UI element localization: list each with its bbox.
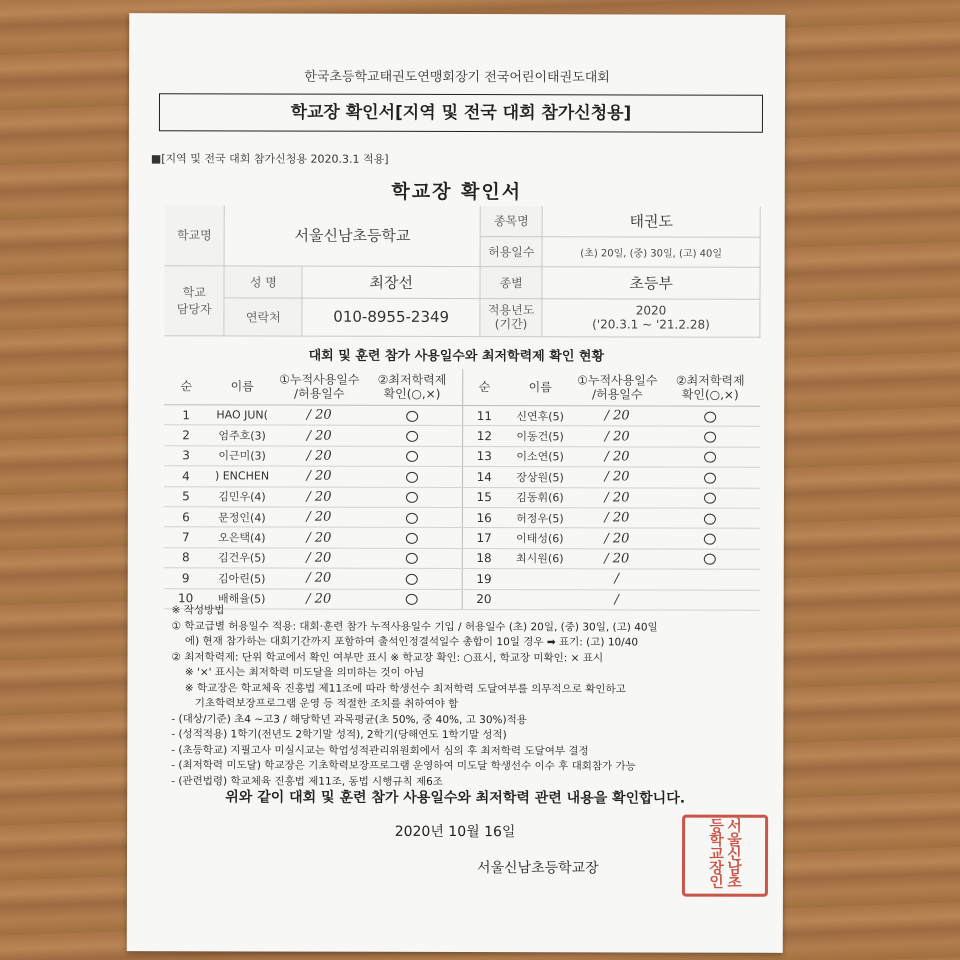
instruction-line: - (관련법령) 학교체육 진흥법 제11조, 동법 시행규칙 제6조 <box>171 774 443 788</box>
athlete-name: 김아린(5) <box>208 568 276 589</box>
athlete-name: 김동휘(6) <box>506 487 574 508</box>
grade-check <box>362 568 462 589</box>
circle-mark-icon <box>406 411 418 422</box>
athlete-name: ) ENCHEN <box>208 466 276 487</box>
instruction-line: - (초등학교) 지필고사 미실시교는 학업성적관리위원회에서 심의 후 최저학력 도달여부 결정 <box>171 743 589 757</box>
school-name-label: 학교명 <box>165 205 225 265</box>
division-label: 종별 <box>480 266 542 298</box>
days-used: / 20 <box>574 426 660 447</box>
athlete-name: 김민우(4) <box>208 486 276 507</box>
days-used: / 20 <box>574 549 660 570</box>
days-used: / 20 <box>276 507 362 528</box>
contact-value: 010-8955-2349 <box>302 298 480 336</box>
row-number: 20 <box>462 589 506 610</box>
grade-check <box>660 569 760 590</box>
days-used: / 20 <box>574 467 660 488</box>
row-number: 13 <box>462 446 506 467</box>
header-grade-2: ②최저학력제 확인(○,×) <box>660 370 760 407</box>
row-number: 19 <box>462 569 506 590</box>
row-number: 8 <box>164 547 208 568</box>
circle-mark-icon <box>406 513 418 524</box>
athlete-name: 오은택(4) <box>208 527 276 548</box>
athlete-name: 배해율(5) <box>208 588 276 609</box>
instruction-line: - (대상/기준) 초4 ~고3 / 해당학년 과목평균(초 50%, 중 40%, 고 30%)적용 <box>171 712 527 726</box>
manager-label: 학교 담당자 <box>164 265 224 335</box>
event-label: 종목명 <box>480 206 542 236</box>
row-number: 18 <box>462 548 506 569</box>
header-no-2: 순 <box>462 369 506 406</box>
days-used: / 20 <box>574 447 660 468</box>
document-page <box>127 13 785 953</box>
grade-check <box>660 467 760 488</box>
circle-mark-icon <box>704 513 716 524</box>
days-used: / 20 <box>276 568 362 589</box>
allowed-days-value: (초) 20일, (중) 30일, (고) 40일 <box>542 236 760 267</box>
issue-date: 2020년 10월 16일 <box>394 823 516 841</box>
grade-check <box>362 426 462 447</box>
principal-name: 서울신남초등학교장 <box>476 860 599 877</box>
circle-mark-icon <box>704 411 716 422</box>
circle-mark-icon <box>704 452 716 463</box>
instruction-line: ※ '×' 표시는 최저학력 미도달을 의미하는 것이 아님 <box>171 666 425 679</box>
table-row <box>164 405 760 427</box>
roster-table <box>164 368 761 610</box>
year-value: 2020 <box>635 303 667 318</box>
manager-name-label: 성 명 <box>224 265 302 297</box>
official-seal <box>682 815 768 897</box>
grade-check <box>362 405 462 426</box>
grade-check <box>362 548 462 569</box>
athlete-name: 신연후(5) <box>506 406 574 427</box>
table-row <box>164 425 760 447</box>
division-value: 초등부 <box>542 266 760 299</box>
athlete-name: 문정인(4) <box>208 507 276 528</box>
circle-mark-icon <box>406 431 418 442</box>
header-name: 이름 <box>208 368 276 405</box>
circle-mark-icon <box>405 574 417 585</box>
row-number: 17 <box>462 528 506 549</box>
grade-check <box>362 507 462 528</box>
grade-check <box>660 508 760 529</box>
organization-header: 한국초등학교태권도연맹회장기 전국어린이태권도대회 <box>304 69 610 86</box>
circle-mark-icon <box>704 493 716 504</box>
application-note: ■[지역 및 전국 대회 참가신청용 2020.3.1 적용] <box>150 152 389 166</box>
roster-body <box>164 405 761 610</box>
circle-mark-icon <box>704 473 716 484</box>
school-name-value: 서울신남초등학교 <box>225 205 481 266</box>
days-used: / 20 <box>276 527 362 548</box>
athlete-name: 엄주호(3) <box>208 425 276 446</box>
athlete-name: 이태성(6) <box>506 528 574 549</box>
row-number: 4 <box>164 466 208 487</box>
table-row <box>164 446 760 468</box>
days-used: / 20 <box>276 405 362 426</box>
days-used: / 20 <box>276 446 362 467</box>
table-row <box>164 486 760 508</box>
days-used: / 20 <box>574 528 660 549</box>
athlete-name: 이소연(5) <box>506 446 574 467</box>
days-used: / <box>574 589 660 610</box>
instruction-line: ② 최저학력제: 단위 학교에서 확인 여부만 표시 ※ 학교장 확인: ○표시, 학교장 미확인: × 표시 <box>171 650 604 664</box>
table-row <box>164 568 760 590</box>
circle-mark-icon <box>406 533 418 544</box>
instructions <box>171 603 771 791</box>
grade-check <box>362 446 462 467</box>
circle-mark-icon <box>406 553 418 564</box>
header-grade: ②최저학력제 확인(○,×) <box>362 369 462 406</box>
row-number: 7 <box>164 527 208 548</box>
circle-mark-icon <box>406 451 418 462</box>
grade-check <box>660 528 760 549</box>
row-number: 15 <box>462 487 506 508</box>
document-title: 학교장 확인서[지역 및 전국 대회 참가신청용] <box>159 93 763 133</box>
main-title: 학교장 확인서 <box>391 180 523 204</box>
days-used: / 20 <box>574 406 660 427</box>
days-used: / 20 <box>276 548 362 569</box>
header-days: ①누적사용일수 /허용일수 <box>276 369 362 406</box>
table-row <box>164 527 760 549</box>
grade-check <box>660 447 760 468</box>
year-label: 적용년도 (기간) <box>480 298 542 336</box>
grade-check <box>660 549 760 570</box>
athlete-name: 허정우(5) <box>506 508 574 529</box>
grade-check <box>362 528 462 549</box>
grade-check <box>660 406 760 427</box>
athlete-name: 이동건(5) <box>506 426 574 447</box>
grade-check <box>660 488 760 509</box>
athlete-name: 이근미(3) <box>208 446 276 467</box>
roster-title: 대회 및 훈련 참가 사용일수와 최저학력제 확인 현황 <box>308 348 605 365</box>
row-number: 12 <box>462 426 506 447</box>
grade-check <box>660 426 760 447</box>
instruction-line: ※ 학교장은 학교체육 진흥법 제11조에 따라 학생선수 최저학력 도달여부를 의무적으로 확인하고 <box>171 681 626 695</box>
instruction-line: ① 학교급별 허용일수 적용: 대회·훈련 참가 누적사용일수 기입 / 허용일수 (초) 20일, (중) 30일, (고) 40일 <box>171 619 658 634</box>
athlete-name: 김건우(5) <box>208 548 276 569</box>
days-used: / 20 <box>276 589 362 610</box>
circle-mark-icon <box>704 432 716 443</box>
days-used: / 20 <box>276 466 362 487</box>
row-number: 9 <box>164 568 208 589</box>
grade-check <box>362 466 462 487</box>
days-used: / <box>574 569 660 590</box>
table-row <box>164 466 760 488</box>
seal-text: 서울신남초등학교장인 <box>706 817 744 888</box>
row-number: 6 <box>164 507 208 528</box>
row-number: 3 <box>164 446 208 467</box>
row-number: 10 <box>164 588 208 609</box>
days-used: / 20 <box>574 487 660 508</box>
school-info-table <box>164 205 760 337</box>
header-no: 순 <box>164 368 208 405</box>
athlete-name: HAO JUN( <box>208 405 276 426</box>
header-days-2: ①누적사용일수 /허용일수 <box>574 369 660 406</box>
grade-check <box>362 487 462 508</box>
row-number: 11 <box>462 406 506 427</box>
header-name-2: 이름 <box>506 369 574 406</box>
days-used: / 20 <box>574 508 660 529</box>
table-row <box>164 507 760 529</box>
contact-label: 연락처 <box>224 297 302 335</box>
instruction-line: ※ 작성방법 <box>171 604 225 617</box>
confirmation-statement: 위와 같이 대회 및 훈련 참가 사용일수와 최저학력 관련 내용을 확인합니다. <box>225 789 686 807</box>
table-row <box>164 547 760 569</box>
event-value: 태권도 <box>542 206 760 237</box>
circle-mark-icon <box>406 472 418 483</box>
athlete-name: 장상원(5) <box>506 467 574 488</box>
row-number: 2 <box>164 425 208 446</box>
instruction-line: - (성적적용) 1학기(전년도 2학기말 성적), 2학기(당해연도 1학기말 성적) <box>171 728 507 742</box>
allowed-days-label: 허용일수 <box>480 236 542 266</box>
circle-mark-icon <box>704 554 716 565</box>
manager-name-value: 최장선 <box>302 266 480 298</box>
days-used: / 20 <box>276 487 362 508</box>
athlete-name: 최시원(6) <box>506 548 574 569</box>
circle-mark-icon <box>406 492 418 503</box>
row-number: 5 <box>164 486 208 507</box>
days-used: / 20 <box>276 425 362 446</box>
instruction-line: 기초학력보장프로그램 운영 등 적절한 조치를 취하여야 함 <box>171 697 459 711</box>
circle-mark-icon <box>704 534 716 545</box>
row-number: 1 <box>164 405 208 426</box>
instruction-line: - (최저학력 미도달) 학교장은 기초학력보장프로그램 운영하여 미도달 학생선수 이수 후 대회참가 가능 <box>171 759 636 773</box>
row-number: 14 <box>462 467 506 488</box>
athlete-name <box>506 569 574 590</box>
row-number: 16 <box>462 507 506 528</box>
period-value: ('20.3.1 ~ '21.2.28) <box>592 317 710 332</box>
instruction-line: 에) 현재 참가하는 대회기간까지 포함하여 출석인정결석일수 총합이 10일 경우 ➡ 표기: (고) 10/40 <box>171 635 639 649</box>
year-cell <box>542 298 760 337</box>
